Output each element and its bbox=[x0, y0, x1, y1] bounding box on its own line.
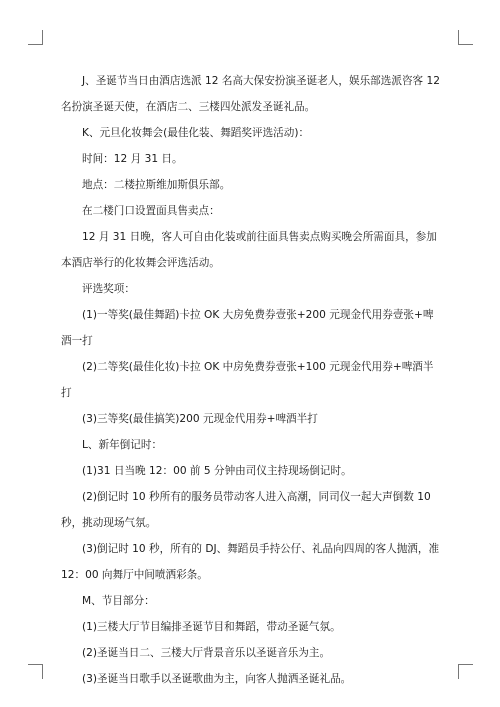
list-item-program-1: (1)三楼大厅节目编排圣诞节目和舞蹈，带动圣诞气氛。 bbox=[82, 621, 341, 633]
paragraph-christmas-gifts: J、圣诞节当日由酒店选派 12 名高大保安扮演圣诞老人，娱乐部选派咨客 12 名扮演圣诞天使，在酒店二、三楼四处派发圣诞礼品。 bbox=[61, 75, 440, 113]
crop-mark-top-right bbox=[458, 30, 473, 45]
crop-mark-top-left bbox=[28, 30, 43, 45]
list-item-program-2: (2)圣诞当日二、三楼大厅背景音乐以圣诞音乐为主。 bbox=[82, 647, 331, 659]
list-item-countdown-2: (2)倒记时 10 秒所有的服务员带动客人进入高潮，同司仪一起大声倒数 10 秒，挑动现场气氛。 bbox=[61, 491, 431, 529]
list-item-second-prize: (2)二等奖(最佳化妆)卡拉 OK 中房免费券壹张+100 元现金代用券+啤酒半打 bbox=[61, 361, 434, 399]
paragraph-location: 地点：二楼拉斯维加斯俱乐部。 bbox=[82, 179, 231, 191]
paragraph-time: 时间：12 月 31 日。 bbox=[82, 153, 183, 165]
list-item-countdown-1: (1)31 日当晚 12：00 前 5 分钟由司仪主持现场倒记时。 bbox=[82, 465, 352, 477]
paragraph-mask-booth: 在二楼门口设置面具售卖点： bbox=[82, 205, 220, 217]
crop-mark-bottom-right bbox=[458, 664, 473, 679]
crop-mark-bottom-left bbox=[28, 664, 43, 679]
heading-awards: 评选奖项： bbox=[82, 283, 135, 295]
list-item-first-prize: (1)一等奖(最佳舞蹈)卡拉 OK 大房免费券壹张+200 元现金代用券壹张+啤酒一打 bbox=[61, 309, 434, 347]
heading-programs: M、节目部分： bbox=[82, 595, 155, 607]
list-item-countdown-3: (3)倒记时 10 秒，所有的 DJ、舞蹈员手持公仔、礼品向四周的客人抛洒，准 12：00 向舞厅中间喷洒彩条。 bbox=[61, 543, 440, 581]
heading-new-year-masquerade: K、元旦化妆舞会(最佳化装、舞蹈奖评选活动)： bbox=[82, 127, 310, 139]
paragraph-masquerade-evening: 12 月 31 日晚，客人可自由化装或前往面具售卖点购买晚会所需面具，参加本酒店举行的化妆舞会评选活动。 bbox=[61, 231, 437, 269]
document-body bbox=[61, 68, 441, 692]
heading-countdown: L、新年倒记时： bbox=[82, 439, 163, 451]
list-item-program-3: (3)圣诞当日歌手以圣诞歌曲为主，向客人抛洒圣诞礼品。 bbox=[82, 673, 352, 685]
list-item-third-prize: (3)三等奖(最佳搞笑)200 元现金代用券+啤酒半打 bbox=[82, 413, 318, 425]
